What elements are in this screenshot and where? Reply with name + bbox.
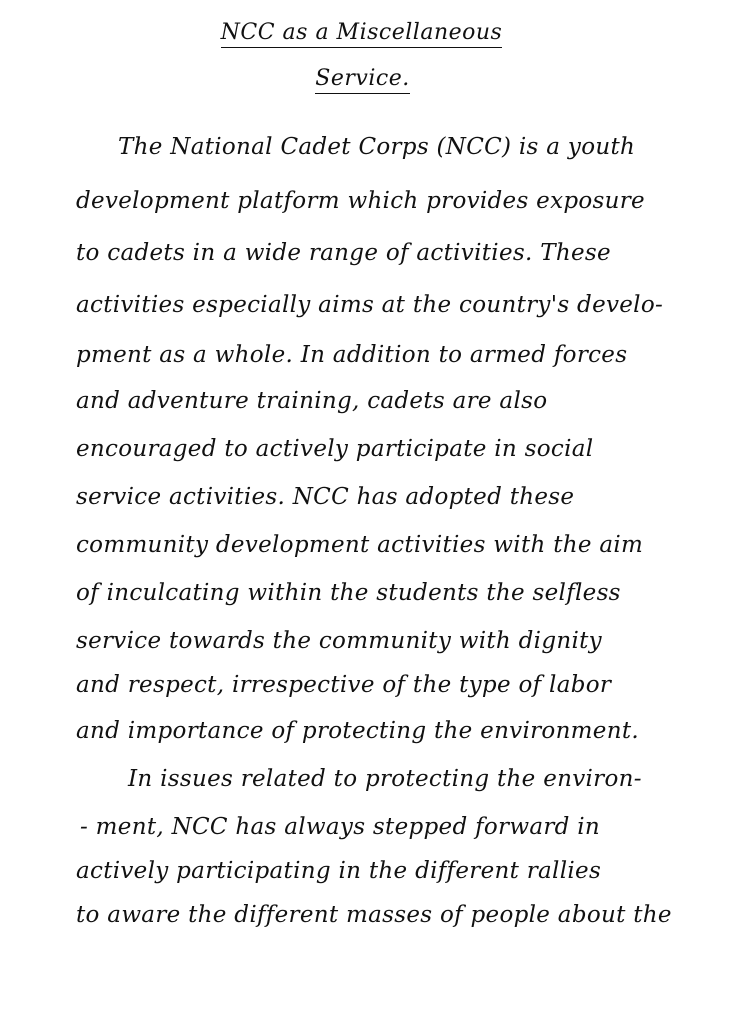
text-line: of inculcating within the students the selfless bbox=[76, 580, 621, 606]
text-line: development platform which provides exposure bbox=[76, 188, 645, 214]
title-line-2: Service. bbox=[0, 66, 733, 94]
text-line: to cadets in a wide range of activities. These bbox=[76, 240, 611, 266]
title-line-1: NCC as a Miscellaneous bbox=[0, 20, 733, 48]
text-line: activities especially aims at the country's develo- bbox=[76, 292, 664, 318]
text-line: and adventure training, cadets are also bbox=[76, 388, 548, 414]
text-line: encouraged to actively participate in social bbox=[76, 436, 594, 462]
text-line: service towards the community with dignity bbox=[76, 628, 602, 654]
text-line: actively participating in the different rallies bbox=[76, 858, 602, 884]
text-line: The National Cadet Corps (NCC) is a youth bbox=[118, 134, 636, 160]
text-line: to aware the different masses of people about the bbox=[76, 902, 672, 928]
text-line: service activities. NCC has adopted these bbox=[76, 484, 575, 510]
text-line: and importance of protecting the environment. bbox=[76, 718, 639, 744]
text-line: community development activities with the aim bbox=[76, 532, 644, 558]
text-line: - ment, NCC has always stepped forward in bbox=[80, 814, 601, 840]
text-line: and respect, irrespective of the type of labor bbox=[76, 672, 612, 698]
text-line: pment as a whole. In addition to armed forces bbox=[76, 342, 628, 368]
text-line: In issues related to protecting the environ- bbox=[128, 766, 642, 792]
